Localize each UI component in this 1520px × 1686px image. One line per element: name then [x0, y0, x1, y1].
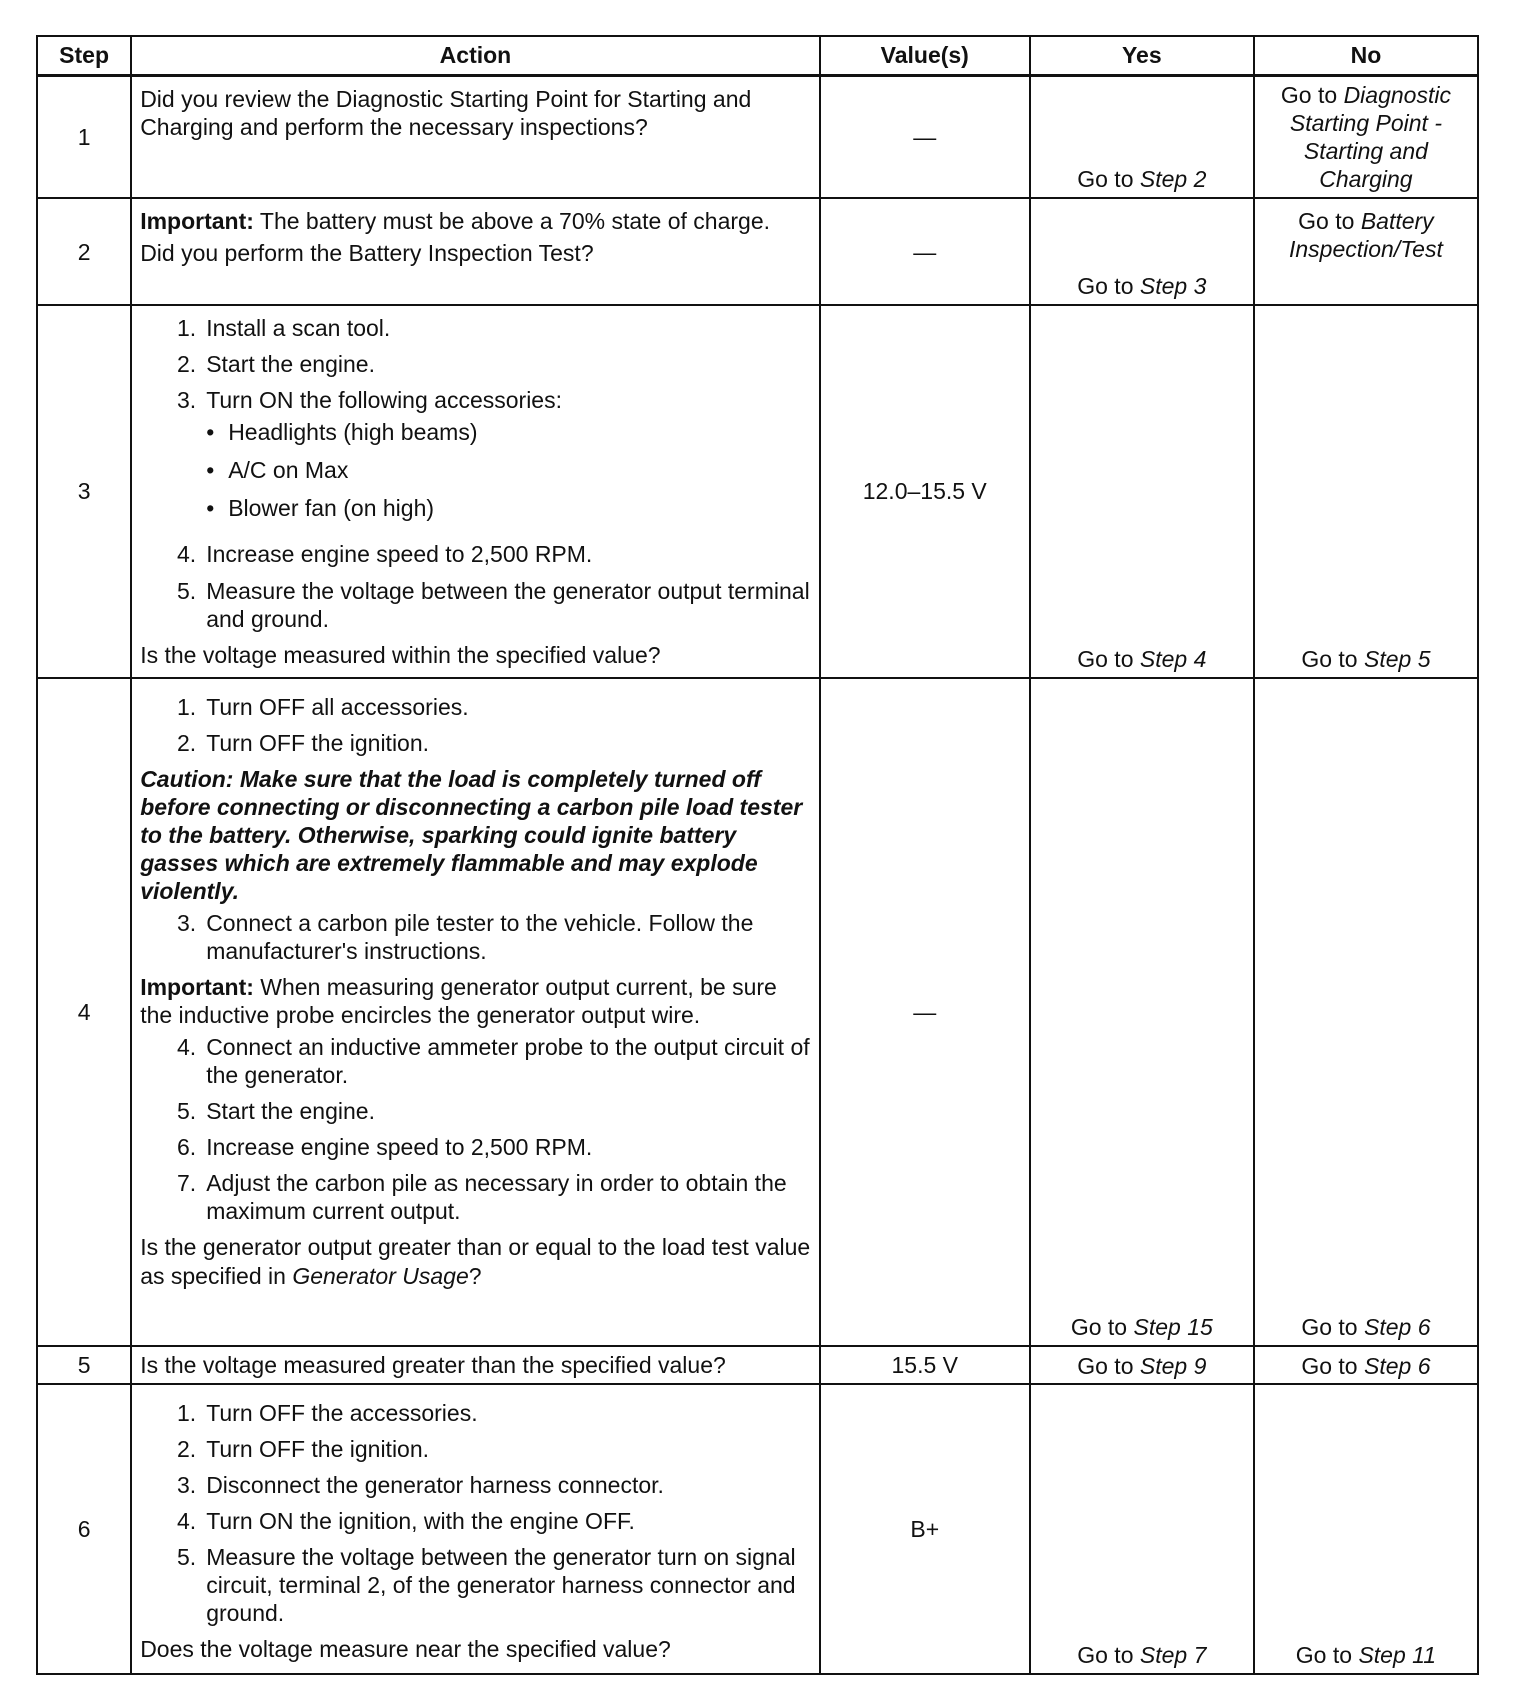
action-question: Is the voltage measured greater than the specified value? [140, 1351, 726, 1378]
action-step: 2. Start the engine. [177, 351, 375, 378]
accessory-item: • Headlights (high beams) [206, 419, 478, 446]
yes-step-link[interactable]: Step 15 [1133, 1313, 1213, 1340]
action-cell [131, 678, 820, 1346]
go-to-label: Go to [1077, 1352, 1134, 1379]
no-cell [1254, 678, 1478, 1346]
table-row [37, 678, 1478, 1346]
header-step: Step [37, 36, 131, 76]
action-step: 4. Increase engine speed to 2,500 RPM. [177, 541, 593, 568]
accessory-item: • Blower fan (on high) [206, 495, 435, 522]
action-cell [131, 305, 820, 677]
no-step-link[interactable]: Step 5 [1364, 645, 1431, 672]
yes-step-link[interactable]: Step 9 [1139, 1352, 1207, 1379]
action-step: 5. Measure the voltage between the generator output terminal and ground. [177, 577, 810, 632]
header-no: No [1254, 36, 1478, 76]
no-step-link[interactable]: Diagnostic Starting Point - Starting and Charging [1289, 82, 1451, 193]
step-number: 5 [37, 1346, 131, 1384]
action-step: 2. Turn OFF the ignition. [177, 1435, 430, 1462]
action-step: 6. Increase engine speed to 2,500 RPM. [177, 1134, 593, 1161]
action-step: 3. Connect a carbon pile tester to the vehicle. Follow the manufacturer's instructions. [177, 909, 754, 965]
action-step: 3. Disconnect the generator harness connector. [177, 1471, 664, 1498]
go-to-label: Go to [1301, 645, 1358, 672]
action-cell [131, 198, 820, 305]
table-row [37, 305, 1478, 677]
yes-cell [1030, 1384, 1254, 1674]
go-to-label: Go to [1280, 82, 1338, 108]
header-values: Value(s) [820, 36, 1030, 76]
important-note [140, 207, 811, 235]
caution-note: Caution: Make sure that the load is completely turned off before connecting or disconnecting a carbon pile load tester to the battery. Otherwise, sparking could ignite battery gasses which are extremely flammable and may explode violently. [140, 765, 803, 904]
go-to-label: Go to [1070, 1313, 1128, 1340]
action-question: Is the generator output greater than or equal to the load test value as specified in Generator Usage? [140, 1234, 811, 1289]
go-to-label: Go to [1077, 1641, 1134, 1668]
action-step: 1. Turn OFF the accessories. [177, 1399, 478, 1426]
value-cell: 15.5 V [820, 1346, 1030, 1384]
action-step: 1. Turn OFF all accessories. [177, 693, 469, 720]
action-steps [140, 909, 811, 965]
important-label: Important: [140, 208, 254, 235]
important-text: When measuring generator output current, be sure the inductive probe encircles the generator output wire. [140, 974, 777, 1029]
accessory-item: • A/C on Max [206, 457, 349, 484]
yes-step-link[interactable]: Step 4 [1139, 645, 1207, 672]
important-label: Important: [140, 974, 254, 1001]
yes-cell [1030, 305, 1254, 677]
action-steps [140, 1033, 811, 1225]
no-cell [1254, 1346, 1478, 1384]
table-row [37, 1384, 1478, 1674]
step-number: 4 [37, 678, 131, 1346]
step-number: 2 [37, 198, 131, 305]
yes-cell [1030, 1346, 1254, 1384]
header-yes: Yes [1030, 36, 1254, 76]
important-note [140, 973, 811, 1029]
action-step: 5. Measure the voltage between the generator turn on signal circuit, terminal 2, of the generator harness connector and ground. [177, 1543, 796, 1626]
go-to-label: Go to [1077, 273, 1134, 300]
action-question: Is the voltage measured within the specified value? [140, 641, 661, 668]
table-row [37, 1346, 1478, 1384]
value-cell: B+ [820, 1384, 1030, 1674]
action-cell [131, 1384, 820, 1674]
no-step-link[interactable]: Step 11 [1358, 1641, 1437, 1668]
action-question: Does the voltage measure near the specified value? [140, 1636, 671, 1663]
action-step: 7. Adjust the carbon pile as necessary in order to obtain the maximum current output. [177, 1170, 787, 1225]
no-step-link[interactable]: Step 6 [1364, 1313, 1431, 1340]
go-to-label: Go to [1301, 1352, 1358, 1379]
action-cell [131, 76, 820, 199]
action-step: 4. Connect an inductive ammeter probe to the output circuit of the generator. [177, 1034, 810, 1089]
action-cell [131, 1346, 820, 1384]
action-step: 5. Start the engine. [177, 1098, 375, 1125]
generator-usage-link[interactable]: Generator Usage [292, 1262, 469, 1289]
yes-cell [1030, 76, 1254, 199]
no-cell [1254, 198, 1478, 305]
yes-step-link[interactable]: Step 2 [1139, 166, 1207, 193]
value-cell: 12.0–15.5 V [820, 305, 1030, 677]
no-step-link[interactable]: Battery Inspection/Test [1289, 208, 1443, 263]
no-step-link[interactable]: Step 6 [1364, 1352, 1431, 1379]
important-text: The battery must be above a 70% state of charge. [259, 208, 771, 235]
action-step: 3. Turn ON the following accessories: • Headlights (high beams) • A/C on Max • Blower fan (on high) [140, 386, 811, 532]
diagnostic-table-sheet [36, 35, 1479, 1675]
step-number: 1 [37, 76, 131, 199]
no-cell [1254, 76, 1478, 199]
value-cell: — [820, 678, 1030, 1346]
value-cell: — [820, 76, 1030, 199]
step-number: 6 [37, 1384, 131, 1674]
action-steps [140, 1399, 811, 1627]
action-step: 1. Install a scan tool. [177, 315, 391, 342]
yes-cell [1030, 198, 1254, 305]
no-cell [1254, 305, 1478, 677]
step-number: 3 [37, 305, 131, 677]
action-steps [140, 314, 811, 632]
value-cell: — [820, 198, 1030, 305]
diagnostic-table [36, 35, 1479, 1675]
header-action: Action [131, 36, 820, 76]
yes-cell [1030, 678, 1254, 1346]
go-to-label: Go to [1077, 166, 1134, 193]
go-to-label: Go to [1295, 1641, 1353, 1668]
action-steps [140, 693, 811, 757]
yes-step-link[interactable]: Step 7 [1139, 1641, 1207, 1668]
table-row [37, 76, 1478, 199]
action-question: Did you perform the Battery Inspection Test? [140, 240, 594, 267]
action-question: Did you review the Diagnostic Starting Point for Starting and Charging and perform the necessary inspections? [140, 86, 752, 141]
header-row [37, 36, 1478, 76]
go-to-label: Go to [1298, 208, 1355, 235]
no-cell [1254, 1384, 1478, 1674]
yes-step-link[interactable]: Step 3 [1139, 273, 1207, 300]
accessory-list [206, 418, 811, 522]
go-to-label: Go to [1077, 645, 1134, 672]
table-row [37, 198, 1478, 305]
go-to-label: Go to [1301, 1313, 1358, 1340]
action-step: 4. Turn ON the ignition, with the engine OFF. [177, 1507, 635, 1534]
action-step: 2. Turn OFF the ignition. [177, 729, 430, 756]
